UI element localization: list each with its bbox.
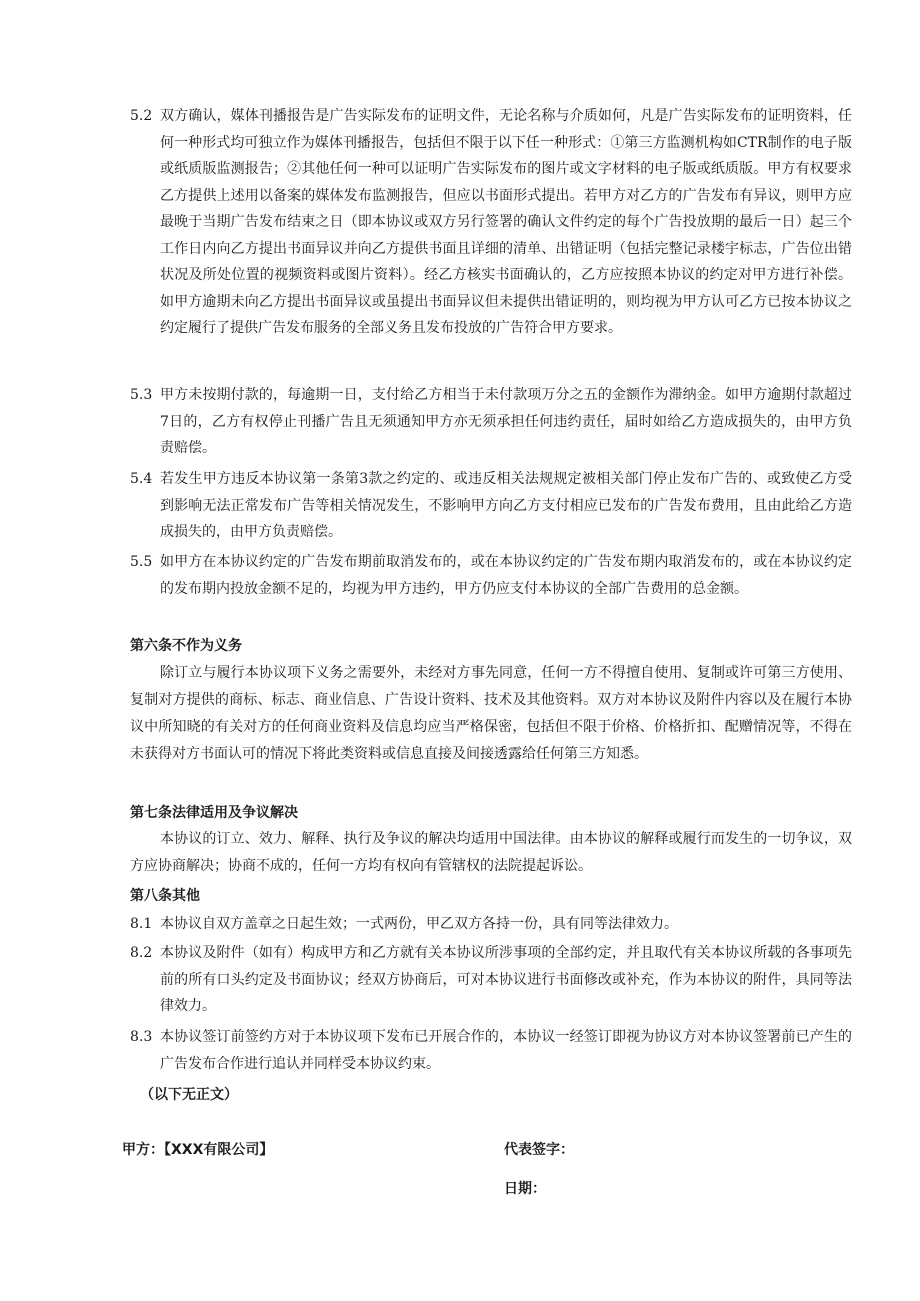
clause-number: 5.2 bbox=[130, 108, 153, 124]
clause-text: 本协议及附件（如有）构成甲方和乙方就有关本协议所涉事项的全部约定，并且取代有关本协议所载的各事项先前的所有口头约定及书面协议；经双方协商后，可对本协议进行书面修改或补充，作为本协议的附件，具同等法律效力。 bbox=[160, 945, 852, 1014]
clause-number: 8.1 bbox=[130, 916, 153, 932]
article-7-heading: 第七条法律适用及争议解决 bbox=[130, 805, 298, 821]
clause-5-3 bbox=[130, 382, 852, 462]
article-8-heading: 第八条其他 bbox=[130, 888, 200, 904]
article-6-text: 除订立与履行本协议项下义务之需要外，未经对方事先同意，任何一方不得擅自使用、复制或许可第三方使用、复制对方提供的商标、标志、商业信息、广告设计资料、技术及其他资料。双方对本协议及附件内容以及在履行本协议中所知晓的有关对方的任何商业资料及信息均应当严格保密，包括但不限于价格、价格折扣、配赠情况等，不得在未获得对方书面认可的情况下将此类资料或信息直接及间接透露给任何第三方知悉。 bbox=[130, 665, 852, 762]
clause-8-2 bbox=[130, 940, 852, 1020]
representative-signature-label: 代表签字： bbox=[504, 1142, 574, 1158]
clause-number: 8.3 bbox=[130, 1029, 153, 1045]
clause-8-1 bbox=[130, 911, 852, 938]
clause-8-3 bbox=[130, 1024, 852, 1077]
date-label: 日期： bbox=[504, 1181, 546, 1197]
clause-text: 若发生甲方违反本协议第一条第3款之约定的、或违反相关法规规定被相关部门停止发布广告的、或致使乙方受到影响无法正常发布广告等相关情况发生，不影响甲方向乙方支付相应已发布的广告发布费用，且由此给乙方造成损失的，由甲方负责赔偿。 bbox=[160, 471, 852, 540]
article-6-heading: 第六条不作为义务 bbox=[130, 638, 242, 654]
clause-text: 双方确认，媒体刊播报告是广告实际发布的证明文件，无论名称与介质如何，凡是广告实际发布的证明资料，任何一种形式均可独立作为媒体刊播报告，包括但不限于以下任一种形式：①第三方监测机构如CTR制作的电子版或纸质版监测报告；②其他任何一种可以证明广告实际发布的图片或文字材料的电子版或纸质版。甲方有权要求乙方提供上述用以备案的媒体发布监测报告，但应以书面形式提出。若甲方对乙方的广告发布有异议，则甲方应最晚于当期广告发布结束之日（即本协议或双方另行签署的确认文件约定的每个广告投放期的最后一日）起三个工作日内向乙方提出书面异议并向乙方提供书面且详细的清单、出错证明（包括完整记录楼宇标志，广告位出错状况及所处位置的视频资料或图片资料）。经乙方核实书面确认的，乙方应按照本协议的约定对甲方进行补偿。如甲方逾期未向乙方提出书面异议或虽提出书面异议但未提供出错证明的，则均视为甲方认可乙方已按本协议之约定履行了提供广告发布服务的全部义务且发布投放的广告符合甲方要求。 bbox=[160, 108, 852, 336]
party-a-label: 甲方：【XXX有限公司】 bbox=[122, 1142, 274, 1158]
article-7-text: 本协议的订立、效力、解释、执行及争议的解决均适用中国法律。由本协议的解释或履行而发生的一切争议，双方应协商解决；协商不成的，任何一方均有权向有管辖权的法院提起诉讼。 bbox=[130, 831, 852, 874]
clause-number: 5.3 bbox=[130, 387, 153, 403]
clause-number: 5.4 bbox=[130, 471, 153, 487]
clause-5-4 bbox=[130, 466, 852, 546]
clause-number: 5.5 bbox=[130, 554, 153, 570]
clause-text: 本协议签订前签约方对于本协议项下发布已开展合作的，本协议一经签订即视为协议方对本协议签署前已产生的广告发布合作进行追认并同样受本协议约束。 bbox=[160, 1029, 852, 1072]
no-more-text-note: （以下无正文） bbox=[140, 1087, 238, 1103]
clause-text: 本协议自双方盖章之日起生效；一式两份，甲乙双方各持一份，具有同等法律效力。 bbox=[160, 916, 678, 932]
clause-number: 8.2 bbox=[130, 945, 153, 961]
clause-5-2 bbox=[130, 103, 852, 342]
clause-text: 甲方未按期付款的，每逾期一日，支付给乙方相当于未付款项万分之五的金额作为滞纳金。如甲方逾期付款超过7日的，乙方有权停止刊播广告且无须通知甲方亦无须承担任何违约责任，届时如给乙方造成损失的，由甲方负责赔偿。 bbox=[160, 387, 852, 456]
clause-5-5 bbox=[130, 549, 852, 602]
clause-text: 如甲方在本协议约定的广告发布期前取消发布的，或在本协议约定的广告发布期内取消发布的，或在本协议约定的发布期内投放金额不足的，均视为甲方违约，甲方仍应支付本协议的全部广告费用的总金额。 bbox=[160, 554, 852, 597]
